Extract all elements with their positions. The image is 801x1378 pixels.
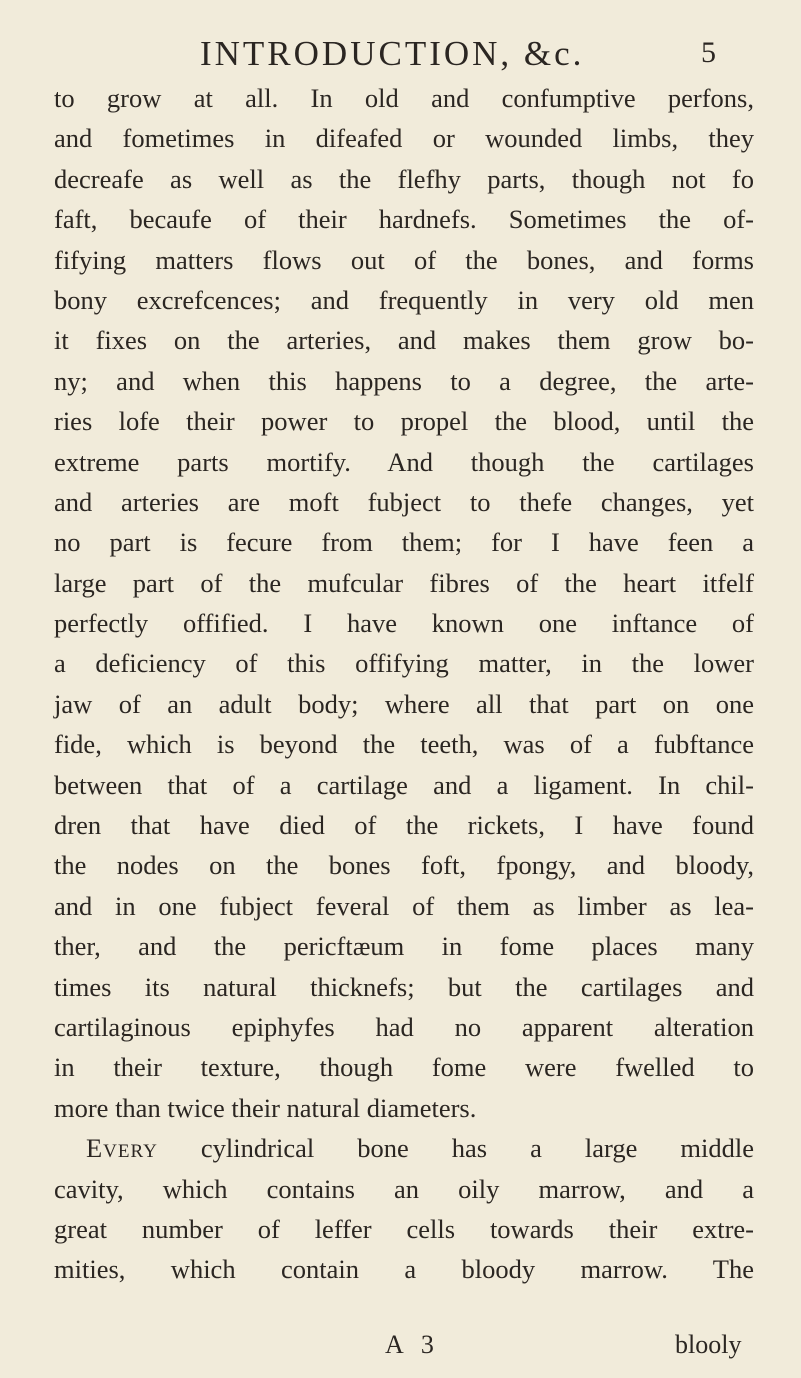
text-line: extreme parts mortify. And though the cartilages [54,446,754,477]
text-line: no part is fecure from them; for I have feen a [54,527,754,558]
text-line: and fometimes in difeafed or wounded limbs, they [54,123,754,154]
text-line: large part of the mufcular fibres of the heart itfelf [54,567,754,598]
text-line: to grow at all. In old and confumptive perfons, [54,83,754,113]
text-line: more than twice their natural diameters. [54,1092,477,1123]
running-head [0,34,801,74]
page-footer [0,1330,801,1370]
signature-mark: A 3 [385,1330,440,1359]
text-line: dren that have died of the rickets, I have found [54,810,754,841]
paragraph-opening-rest: cylindrical bone has a large middle [157,1133,754,1164]
text-line: ny; and when this happens to a degree, the arte- [54,365,754,396]
text-line: in their texture, though fome were fwelled to [54,1052,754,1083]
running-head-title: INTRODUCTION, &c. [200,34,585,73]
paragraph-opening-word: Every [86,1133,158,1164]
text-line: fide, which is beyond the teeth, was of a fubftance [54,729,754,760]
body-text [54,78,754,1290]
text-line: cartilaginous epiphyfes had no apparent alteration [54,1011,754,1042]
text-line: jaw of an adult body; where all that part on one [54,688,754,719]
text-line: it fixes on the arteries, and makes them grow bo- [54,325,754,356]
text-line: faft, becaufe of their hardnefs. Sometimes the of- [54,204,754,235]
text-line: fifying matters flows out of the bones, and forms [54,244,754,275]
text-line: ries lofe their power to propel the blood, until the [54,406,754,437]
text-line: ther, and the pericftæum in fome places many [54,931,754,962]
text-line: and arteries are moft fubject to thefe changes, yet [54,486,754,517]
text-line: bony excrefcences; and frequently in very old men [54,284,754,315]
text-line: the nodes on the bones foft, fpongy, and bloody, [54,850,754,881]
text-line: between that of a cartilage and a ligament. In chil- [54,769,754,800]
text-line: and in one fubject feveral of them as limber as lea- [54,890,754,921]
catchword: blooly [675,1330,742,1359]
page-number: 5 [701,36,716,69]
text-line: great number of leffer cells towards their extre- [54,1213,754,1244]
paragraph-opening-line [54,1128,754,1168]
text-line: a deficiency of this offifying matter, in the lower [54,648,754,679]
text-line: cavity, which contains an oily marrow, and a [54,1173,754,1204]
text-line: perfectly offified. I have known one inftance of [54,608,754,639]
text-line: mities, which contain a bloody marrow. The [54,1254,754,1285]
text-line: decreafe as well as the flefhy parts, though not fo [54,163,754,194]
text-line: times its natural thicknefs; but the cartilages and [54,971,754,1002]
